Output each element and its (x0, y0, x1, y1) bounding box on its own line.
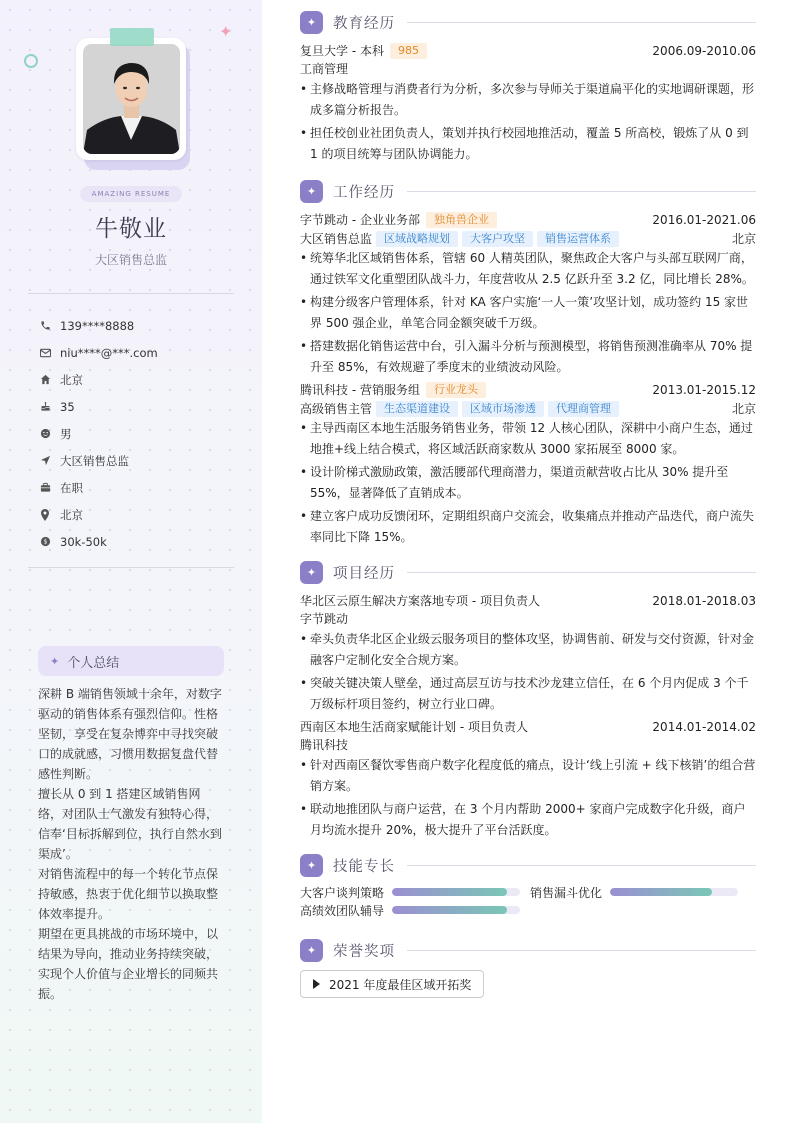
school-name: 复旦大学 - 本科 (300, 44, 384, 58)
list-item: • 构建分级客户管理体系，针对 KA 客户实施‘一人一策’攻坚计划，成功签约 15 家世界 500 强企业，单笔合同金额突破千万级。 (300, 292, 756, 334)
skill-tag: 生态渠道建设 (376, 401, 458, 417)
project-bullets (300, 629, 756, 715)
location-pin-icon (40, 509, 60, 521)
avatar (83, 44, 180, 154)
sparkle-icon: ✦ (300, 561, 323, 584)
info-text: 在职 (60, 480, 83, 495)
info-text: 男 (60, 426, 72, 441)
education-bullets (300, 79, 756, 165)
sparkle-icon: ✦ (300, 11, 323, 34)
summary-paragraph: 期望在更具挑战的市场环境中，以结果为导向，推动业务持续突破，实现个人价值与企业增长的同频共振。 (38, 927, 219, 1001)
divider (28, 567, 234, 568)
phone-icon (40, 320, 60, 331)
job-role-row (300, 399, 756, 418)
section-projects (300, 560, 756, 843)
list-item: • 建立客户成功反馈闭环，定期组织商户交流会，收集痛点并推动产品迭代，商户流失率同比下降 15%。 (300, 506, 756, 548)
skill-tag: 区域市场渗透 (462, 401, 544, 417)
play-icon (313, 979, 320, 989)
sparkle-icon: ✦ (300, 939, 323, 962)
info-age (40, 393, 240, 420)
info-gender (40, 420, 240, 447)
summary-paragraph: 擅长从 0 到 1 搭建区域销售网络，对团队士气激发有独特心得，信奉‘目标拆解到位，执行自然水到渠成’。 (38, 787, 222, 861)
info-target-role (40, 447, 240, 474)
project-name: 西南区本地生活商家赋能计划 - 项目负责人 (300, 720, 528, 734)
info-phone (40, 312, 240, 339)
project-bullets (300, 755, 756, 841)
skill-bar-fill (392, 906, 507, 914)
section-rule (407, 22, 756, 23)
section-title: 工作经历 (333, 184, 395, 201)
list-item: • 突破关键决策人壁垒，通过高层互访与技术沙龙建立信任，在 6 个月内促成 3 个千万级标杆项目签约，树立行业口碑。 (300, 673, 756, 715)
home-icon (40, 374, 60, 385)
major: 工商管理 (300, 62, 349, 76)
section-rule (407, 865, 756, 866)
candidate-title: 大区销售总监 (94, 253, 167, 267)
info-text: niu****@***.com (60, 345, 158, 360)
section-header (300, 10, 756, 34)
section-title: 教育经历 (333, 15, 395, 32)
sparkle-icon: ✦ (300, 180, 323, 203)
summary-paragraph: 对销售流程中的每一个转化节点保持敏感，热衷于优化细节以换取整体效率提升。 (38, 867, 219, 921)
candidate-name: 牛敬业 (95, 216, 167, 242)
section-education (300, 10, 756, 167)
project-header-row (300, 717, 756, 736)
skill-tag: 销售运营体系 (537, 231, 619, 247)
list-item: • 设计阶梯式激励政策，激活腰部代理商潜力，渠道贡献营收占比从 30% 提升至 55%，显著降低了直销成本。 (300, 462, 756, 504)
resume-tagline: AMAZING RESUME (80, 186, 182, 202)
summary-title: 个人总结 (67, 655, 120, 671)
skill-tag: 大客户攻坚 (462, 231, 533, 247)
list-item: • 联动地推团队与商户运营，在 3 个月内帮助 2000+ 家商户完成数字化升级，商户月均流水提升 20%，极大提升了平台活跃度。 (300, 799, 756, 841)
section-title: 技能专长 (333, 858, 395, 875)
skill-tag: 区域战略规划 (376, 231, 458, 247)
contact-info-list (40, 312, 240, 555)
list-item: • 主修战略管理与消费者行为分析，多次参与导师关于渠道扁平化的实地调研课题，形成多篇分析报告。 (300, 79, 756, 121)
skill-name: 高绩效团队辅导 (300, 903, 385, 918)
info-status (40, 474, 240, 501)
list-item: • 针对西南区餐饮零售商户数字化程度低的痛点，设计‘线上引流 + 线下核销’的组合营销方案。 (300, 755, 756, 797)
job-city: 北京 (731, 232, 756, 246)
section-header (300, 179, 756, 203)
section-header (300, 938, 756, 962)
job-header-row (300, 210, 756, 229)
job-role: 大区销售总监 (300, 232, 373, 246)
section-work (300, 179, 756, 550)
summary-header (38, 646, 224, 676)
job-role: 高级销售主管 (300, 402, 373, 416)
section-title: 项目经历 (333, 565, 395, 582)
award-item (300, 970, 484, 998)
job-city: 北京 (731, 402, 756, 416)
info-text: 139****8888 (60, 318, 135, 333)
skill-row (300, 883, 756, 901)
job-date: 2013.01-2015.12 (652, 382, 756, 397)
skill-name: 大客户谈判策略 (300, 885, 385, 900)
skill-bar (392, 906, 520, 914)
info-salary (40, 528, 240, 555)
list-item: • 主导西南区本地生活服务销售业务，带领 12 人核心团队，深耕中小商户生态，通过地推+线上结合模式，将区域活跃商家数从 3000 家拓展至 8000 家。 (300, 418, 756, 460)
project-date: 2014.01-2014.02 (652, 719, 756, 734)
skill-row (300, 901, 756, 919)
skill-tag: 代理商管理 (548, 401, 619, 417)
skill-bar-fill (392, 888, 507, 896)
company-name: 字节跳动 - 企业业务部 (300, 213, 420, 227)
photo-tape (110, 28, 154, 46)
info-text: 30k-50k (60, 534, 107, 549)
list-item: • 搭建数据化销售运营中台，引入漏斗分析与预测模型，将销售预测准确率从 70% 提升至 85%，有效规避了季度末的业绩波动风险。 (300, 336, 756, 378)
list-item: • 担任校创业社团负责人，策划并执行校园地推活动，覆盖 5 所高校，锻炼了从 0 到 1 的项目统筹与团队协调能力。 (300, 123, 756, 165)
section-header (300, 560, 756, 584)
project-name: 华北区云原生解决方案落地专项 - 项目负责人 (300, 594, 540, 608)
company-tag: 行业龙头 (426, 382, 486, 398)
salary-icon (40, 536, 60, 547)
info-text: 大区销售总监 (60, 453, 129, 468)
section-rule (407, 950, 756, 951)
job-bullets (300, 418, 756, 548)
skill-bar (610, 888, 738, 896)
cake-icon (40, 401, 60, 412)
skill-bar (392, 888, 520, 896)
send-icon (40, 455, 60, 466)
info-text: 35 (60, 399, 75, 414)
education-header-row (300, 41, 756, 60)
list-item: • 统筹华北区域销售体系，管辖 60 人精英团队，聚焦政企大客户与头部互联网厂商，通过铁军文化重塑团队战斗力，年度营收从 2.5 亿跃升至 3.2 亿，同比增长 28%。 (300, 248, 756, 290)
skill-bar-fill (610, 888, 712, 896)
section-rule (407, 191, 756, 192)
sparkle-icon: ✦ (300, 854, 323, 877)
section-header (300, 853, 756, 877)
project-org: 字节跳动 (300, 612, 349, 626)
company-tag: 独角兽企业 (426, 212, 497, 228)
job-header-row (300, 380, 756, 399)
summary-paragraph: 深耕 B 端销售领域十余年，对数字驱动的销售体系有强烈信仰。性格坚韧，享受在复杂博弈中寻找突破口的成就感，习惯用数据复盘代替感性判断。 (38, 687, 222, 781)
info-target-city (40, 501, 240, 528)
info-email (40, 339, 240, 366)
svg-text:$: $ (43, 538, 48, 546)
job-date: 2016.01-2021.06 (652, 212, 756, 227)
sparkle-icon: ✦ (219, 22, 233, 41)
section-skills (300, 853, 756, 919)
company-name: 腾讯科技 - 营销服务组 (300, 383, 420, 397)
info-text: 北京 (60, 372, 83, 387)
job-role-row (300, 229, 756, 248)
section-rule (407, 572, 756, 573)
sidebar (0, 0, 262, 1123)
section-title: 荣誉奖项 (333, 943, 395, 960)
project-date: 2018.01-2018.03 (652, 593, 756, 608)
school-tag: 985 (390, 43, 427, 59)
job-bullets (300, 248, 756, 378)
project-header-row (300, 591, 756, 610)
skill-name: 销售漏斗优化 (530, 885, 603, 900)
mail-icon (40, 348, 60, 358)
education-date: 2006.09-2010.06 (652, 43, 756, 58)
info-hometown (40, 366, 240, 393)
sparkle-icon: ✦ (50, 654, 60, 668)
award-text: 2021 年度最佳区域开拓奖 (329, 977, 472, 992)
skills-list (300, 883, 756, 919)
project-org: 腾讯科技 (300, 738, 349, 752)
info-text: 北京 (60, 507, 83, 522)
decorative-ring (24, 54, 38, 68)
gender-icon (40, 428, 60, 439)
section-awards (300, 938, 756, 998)
summary-text (38, 684, 224, 1004)
list-item: • 牵头负责华北区企业级云服务项目的整体攻坚，协调售前、研发与交付资源，针对金融客户定制化安全合规方案。 (300, 629, 756, 671)
divider (28, 293, 234, 294)
briefcase-icon (40, 482, 60, 493)
